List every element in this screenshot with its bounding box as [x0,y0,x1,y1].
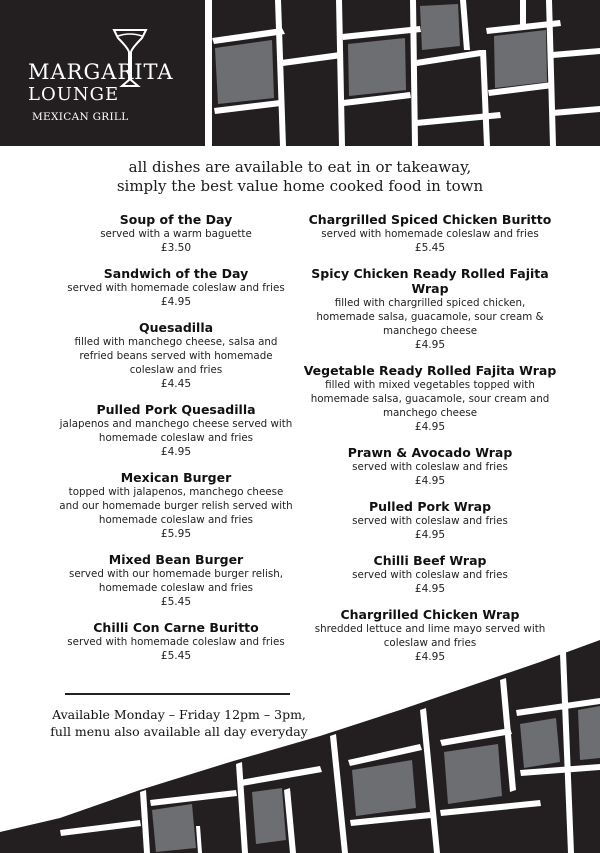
menu-item-desc: served with a warm baguette [100,228,252,240]
menu-item-name: Mixed Bean Burger [108,552,244,567]
menu-item [40,552,312,609]
menu-item-desc: coleslaw and fries [129,364,223,376]
menu-item-desc: refried beans served with homemade [79,350,273,362]
menu-item-desc: homemade salsa, guacamole, sour cream and [310,393,550,405]
brand-name-line1: MARGARITA [28,60,174,84]
menu-item-name: Sandwich of the Day [103,266,249,281]
menu-item-desc: homemade coleslaw and fries [98,432,254,444]
menu-item-desc: and our homemade burger relish served with [59,500,293,512]
menu-item-desc: filled with mixed vegetables topped with [325,379,535,391]
menu-column-right [300,212,560,664]
menu-item-desc: served with homemade coleslaw and fries [67,636,285,648]
availability-line1: Available Monday – Friday 12pm – 3pm, [52,707,306,722]
menu-item-price: £5.45 [160,650,192,662]
menu-item [40,402,312,459]
menu-item-desc: filled with chargrilled spiced chicken, [334,297,526,309]
tagline [0,158,600,196]
brand-subtitle: MEXICAN GRILL [32,111,129,123]
menu-item-price: £4.95 [414,529,446,541]
bottom-mosaic-decoration [0,640,600,853]
menu-item [300,212,560,255]
menu-item-name: Soup of the Day [119,212,233,227]
menu-item [40,266,312,309]
menu-item-price: £5.95 [160,528,192,540]
menu-item-desc: homemade coleslaw and fries [98,582,254,594]
menu-item-price: £5.45 [414,242,446,254]
availability-line2: full menu also available all day everyday [50,724,308,739]
menu-item-desc: served with homemade coleslaw and fries [67,282,285,294]
menu-item [40,470,312,541]
menu-item-name: Pulled Pork Wrap [368,499,492,514]
menu-item-price: £4.95 [414,421,446,433]
menu-item [300,266,560,352]
tagline-line2: simply the best value home cooked food in town [116,177,484,195]
menu-item-name: Spicy Chicken Ready Rolled Fajita Wrap [311,266,549,296]
menu-item-price: £4.95 [160,446,192,458]
menu-item-price: £4.95 [414,475,446,487]
menu-item-name: Mexican Burger [120,470,232,485]
menu-item-name: Chilli Con Carne Buritto [93,620,259,635]
menu-item-desc: filled with manchego cheese, salsa and [74,336,278,348]
menu-item-price: £4.95 [414,651,446,663]
menu-item [300,445,560,488]
menu-item-name: Pulled Pork Quesadilla [96,402,256,417]
menu-item-name: Chargrilled Spiced Chicken Buritto [308,212,552,227]
menu-item [40,320,312,391]
menu-item-desc: topped with jalapenos, manchego cheese [68,486,284,498]
menu-item-desc: served with coleslaw and fries [352,461,508,473]
availability-note [48,706,310,740]
menu-item-desc: served with our homemade burger relish, [68,568,284,580]
menu-item-price: £5.45 [160,596,192,608]
menu-item-desc: manchego cheese [382,407,478,419]
menu-item-name: Chilli Beef Wrap [373,553,487,568]
menu-item [300,553,560,596]
menu-item-price: £4.45 [160,378,192,390]
menu-item-desc: shredded lettuce and lime mayo served with [314,623,546,635]
tagline-line1: all dishes are available to eat in or takeaway, [128,158,472,176]
menu-item-desc: homemade coleslaw and fries [98,514,254,526]
menu-item-name: Chargrilled Chicken Wrap [340,607,520,622]
menu-item [300,499,560,542]
menu-item-desc: jalapenos and manchego cheese served with [59,418,293,430]
divider-rule [65,693,290,695]
menu-column-left [40,212,312,663]
menu-item-name: Quesadilla [138,320,214,335]
menu-item-name: Vegetable Ready Rolled Fajita Wrap [303,363,557,378]
menu-item-price: £4.95 [160,296,192,308]
menu-item [40,212,312,255]
brand-name-line2: LOUNGE [28,84,120,105]
menu-item-desc: homemade salsa, guacamole, sour cream & [316,311,544,323]
menu-item-desc: served with homemade coleslaw and fries [321,228,539,240]
brand-logo [0,0,205,146]
menu-item-name: Prawn & Avocado Wrap [347,445,513,460]
menu-item-desc: coleslaw and fries [383,637,477,649]
menu-item-desc: served with coleslaw and fries [352,515,508,527]
menu-item-price: £4.95 [414,339,446,351]
menu-item-price: £3.50 [160,242,192,254]
menu-item-desc: served with coleslaw and fries [352,569,508,581]
menu-item-price: £4.95 [414,583,446,595]
menu-item [300,363,560,434]
menu-item-desc: manchego cheese [382,325,478,337]
